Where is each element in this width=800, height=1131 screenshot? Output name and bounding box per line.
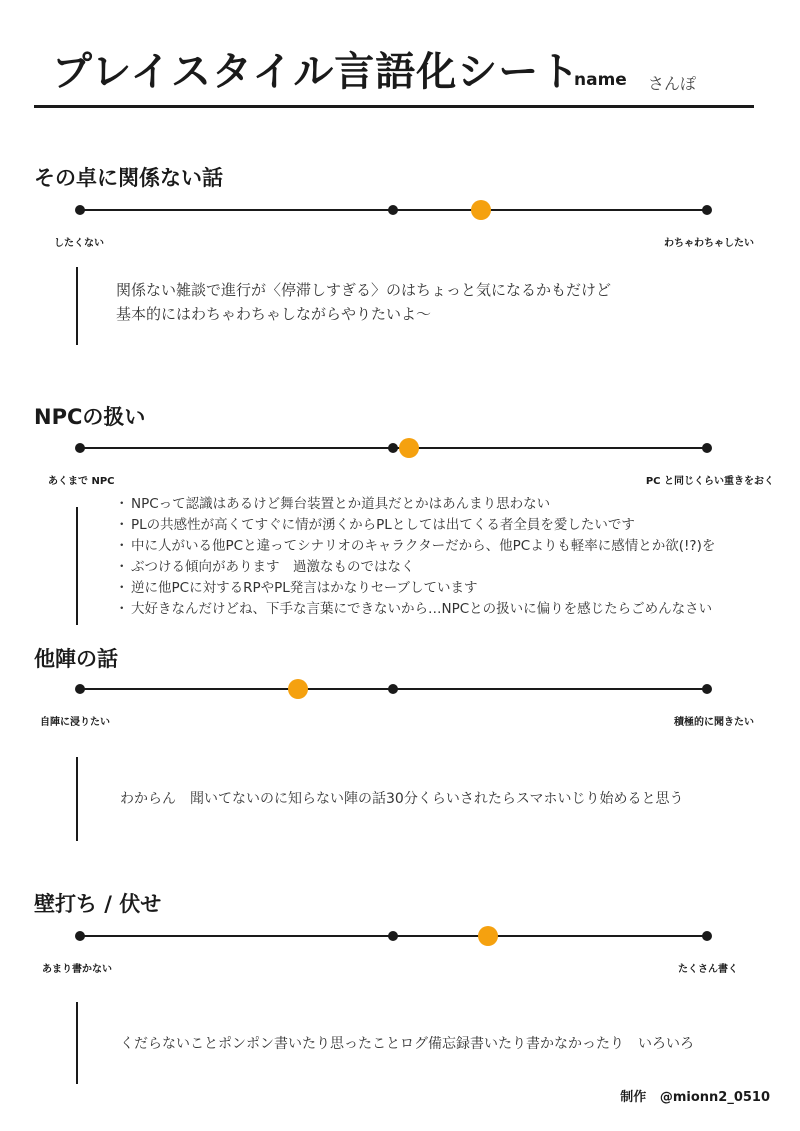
- slider-scale: [0, 926, 800, 946]
- scale-left-label: あくまで NPC: [48, 476, 115, 487]
- scale-right-label: たくさん書く: [678, 964, 738, 975]
- scale-dot-center: [388, 931, 398, 941]
- slider-marker: [288, 679, 308, 699]
- scale-left-label: したくない: [54, 238, 104, 249]
- comment-bullets: [117, 494, 715, 620]
- credit-handle: @mionn2_0510: [659, 1090, 770, 1105]
- sheet-title: プレイスタイル言語化シート: [52, 49, 581, 95]
- scale-dot-center: [388, 443, 398, 453]
- credit: [620, 1086, 770, 1105]
- section-heading: 他陣の話: [34, 647, 118, 671]
- section-heading: その卓に関係ない話: [34, 166, 223, 190]
- scale-right-label: わちゃわちゃしたい: [664, 238, 754, 249]
- bullet-item: ・ PLの共感性が高くてすぐに情が湧くからPLとしては出てくる者全員を愛したいです: [117, 515, 715, 536]
- slider-marker: [399, 438, 419, 458]
- slider-scale: [0, 679, 800, 699]
- bullet-item: ・ NPCって認識はあるけど舞台装置とか道具だとかはあんまり思わない: [117, 494, 715, 515]
- comment-bar: [76, 267, 78, 345]
- comment-line: くだらないことポンポン書いたり思ったことログ備忘録書いたり書かなかったり いろいろ: [120, 1036, 694, 1052]
- slider-marker: [471, 200, 491, 220]
- section-heading: 壁打ち / 伏せ: [34, 892, 162, 916]
- scale-dot-left: [75, 443, 85, 453]
- scale-dot-right: [702, 684, 712, 694]
- scale-right-label: PC と同じくらい重きをおく: [645, 476, 774, 487]
- section-heading: NPCの扱い: [34, 405, 146, 429]
- slider-scale: [0, 438, 800, 458]
- slider-marker: [478, 926, 498, 946]
- bullet-item: ・ 逆に他PCに対するRPやPL発言はかなりセーブしています: [117, 578, 715, 599]
- bullet-continuation-text: ぶつける傾向があります 過激なものではなく: [131, 559, 415, 575]
- comment-bar: [76, 757, 78, 841]
- bullet-continuation: [117, 599, 715, 620]
- scale-right-label: 積極的に聞きたい: [674, 717, 754, 728]
- slider-scale: [0, 200, 800, 220]
- comment-line: わからん 聞いてないのに知らない陣の話30分くらいされたらスマホいじり始めると思う: [120, 791, 684, 807]
- scale-left-label: あまり書かない: [42, 964, 112, 975]
- name-label: name: [574, 70, 627, 90]
- header-divider: [34, 105, 754, 108]
- bullet-item: ・ 中に人がいる他PCと違ってシナリオのキャラクターだから、他PCよりも軽率に感情とか欲(!?)を: [117, 536, 715, 557]
- scale-dot-left: [75, 684, 85, 694]
- comment-line: 基本的にはわちゃわちゃしながらやりたいよ～: [116, 305, 432, 323]
- scale-dot-left: [75, 931, 85, 941]
- scale-dot-right: [702, 205, 712, 215]
- bullet-continuation: [117, 557, 715, 578]
- scale-left-label: 自陣に浸りたい: [40, 717, 110, 728]
- scale-dot-left: [75, 205, 85, 215]
- name-value: さんぽ: [648, 74, 697, 93]
- scale-dot-center: [388, 205, 398, 215]
- scale-dot-right: [702, 443, 712, 453]
- scale-dot-right: [702, 931, 712, 941]
- credit-label: 制作: [620, 1090, 647, 1105]
- comment-line: 関係ない雑談で進行が〈停滞しすぎる〉のはちょっと気になるかもだけど: [116, 281, 612, 299]
- comment-bar: [76, 507, 78, 625]
- scale-dot-center: [388, 684, 398, 694]
- comment-bar: [76, 1002, 78, 1084]
- bullet-continuation-text: 大好きなんだけどね、下手な言葉にできないから…NPCとの扱いに偏りを感じたらごめんなさい: [131, 601, 713, 617]
